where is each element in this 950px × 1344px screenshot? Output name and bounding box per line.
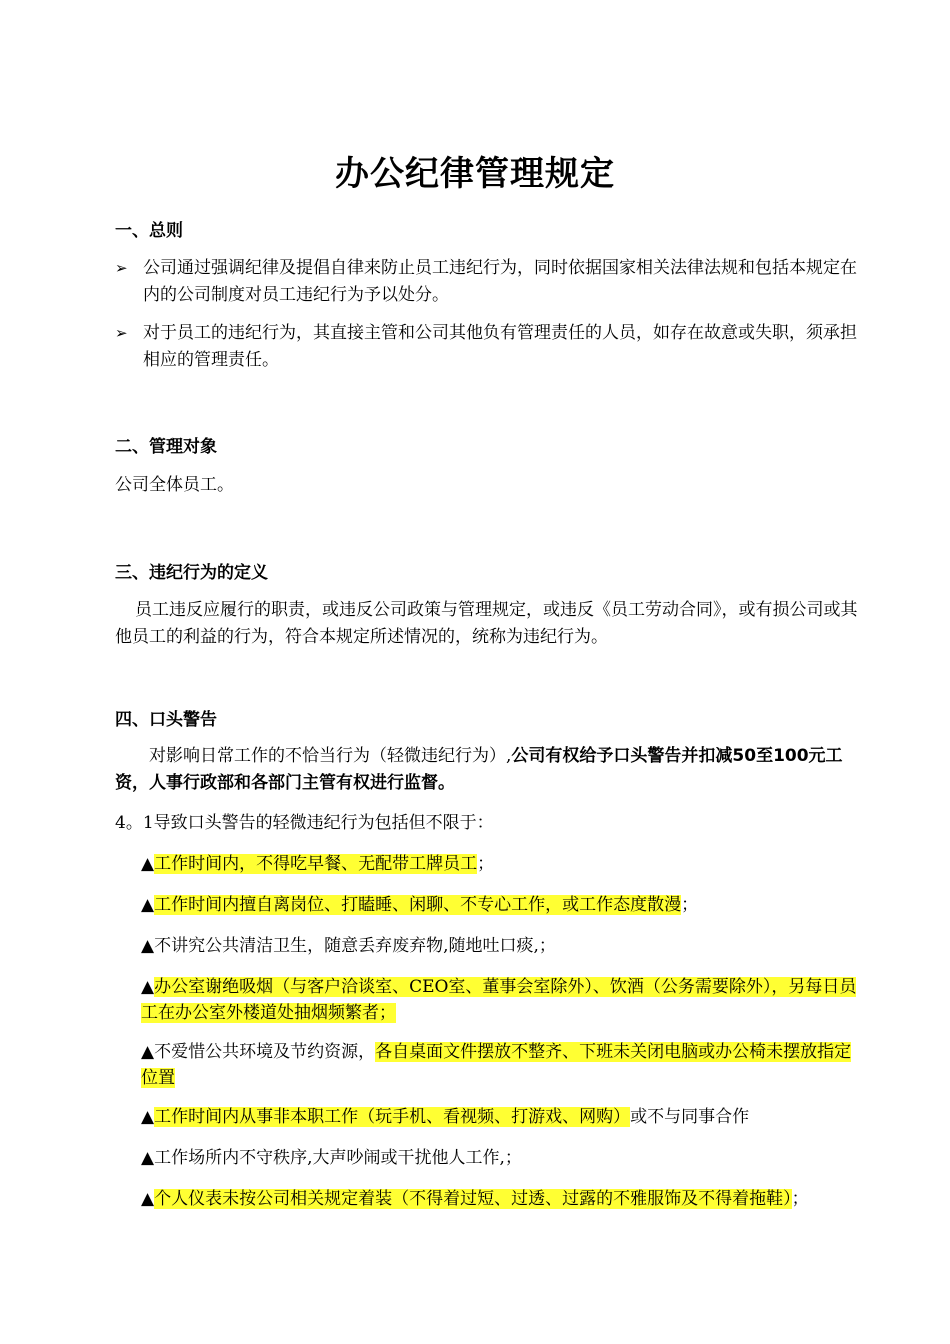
violation-item (141, 892, 861, 918)
violation-item (141, 1186, 861, 1212)
triangle-icon: ▲ (141, 936, 155, 956)
section-heading-scope: 二、管理对象 (115, 437, 217, 457)
item-text: ； (681, 895, 699, 915)
violation-item (141, 974, 861, 1026)
highlighted-text: 办公室谢绝吸烟（与客户洽谈室、CEO室、董事会室除外）、饮酒（公务需要除外），另每日员工在办公室外楼道处抽烟频繁者； (141, 977, 857, 1023)
item-text: ； (791, 1189, 809, 1209)
item-text: ； (477, 854, 495, 874)
definition-text: 员工违反应履行的职责，或违反公司政策与管理规定，或违反《员工劳动合同》，或有损公司或其他员工的利益的行为，符合本规定所述情况的，统称为违纪行为。 (115, 600, 858, 647)
verbal-warning-intro (115, 743, 860, 797)
subsection-4-1: 4。1导致口头警告的轻微违纪行为包括但不限于： (115, 813, 494, 833)
triangle-icon: ▲ (141, 1107, 155, 1127)
item-text: 工作场所内不守秩序,大声吵闹或干扰他人工作,； (154, 1148, 522, 1168)
section-heading-general: 一、总则 (115, 221, 183, 241)
bullet-text: 公司通过强调纪律及提倡自律来防止员工违纪行为，同时依据国家相关法律法规和包括本规定在内的公司制度对员工违纪行为予以处分。 (143, 258, 857, 305)
violation-item (141, 851, 861, 877)
section-heading-verbal-warning: 四、口头警告 (115, 710, 217, 730)
bullet-item (115, 320, 865, 374)
arrow-bullet-icon: ➢ (115, 259, 128, 277)
highlighted-text: 各自桌面文件摆放不整齐、下班未关闭电脑或办公椅未摆放指定位置 (141, 1042, 852, 1088)
triangle-icon: ▲ (141, 977, 155, 997)
highlighted-text: 工作时间内从事非本职工作（玩手机、看视频、打游戏、网购） (154, 1107, 631, 1127)
item-text: 不讲究公共清洁卫生，随意丢弃废弃物,随地吐口痰,； (154, 936, 556, 956)
bullet-item (115, 255, 865, 309)
intro-normal-text: 对影响日常工作的不恰当行为（轻微违纪行为）, (149, 746, 512, 766)
intro-bold-text: 公司有权给予口头警告并扣减50至100元工资，人事行政部和各部门主管有权进行监督。 (115, 746, 843, 793)
item-text: 或不与同事合作 (630, 1107, 750, 1127)
highlighted-text: 工作时间内擅自离岗位、打瞌睡、闲聊、不专心工作，或工作态度散漫 (154, 895, 682, 915)
arrow-bullet-icon: ➢ (115, 324, 128, 342)
violation-item (141, 1145, 861, 1171)
section-heading-definition: 三、违纪行为的定义 (115, 563, 268, 583)
document-title: 办公纪律管理规定 (335, 154, 615, 194)
triangle-icon: ▲ (141, 1042, 155, 1062)
triangle-icon: ▲ (141, 1148, 155, 1168)
highlighted-text: 工作时间内，不得吃早餐、无配带工牌员工 (154, 854, 478, 874)
item-text: 不爱惜公共环境及节约资源， (154, 1042, 376, 1062)
violation-item (141, 933, 861, 959)
scope-text: 公司全体员工。 (115, 475, 234, 495)
bullet-text: 对于员工的违纪行为，其直接主管和公司其他负有管理责任的人员，如存在故意或失职，须承担相应的管理责任。 (143, 323, 857, 370)
triangle-icon: ▲ (141, 1189, 155, 1209)
violation-item (141, 1039, 861, 1091)
triangle-icon: ▲ (141, 895, 155, 915)
violation-item (141, 1104, 861, 1130)
triangle-icon: ▲ (141, 854, 155, 874)
highlighted-text: 个人仪表未按公司相关规定着装（不得着过短、过透、过露的不雅服饰及不得着拖鞋） (154, 1189, 792, 1209)
